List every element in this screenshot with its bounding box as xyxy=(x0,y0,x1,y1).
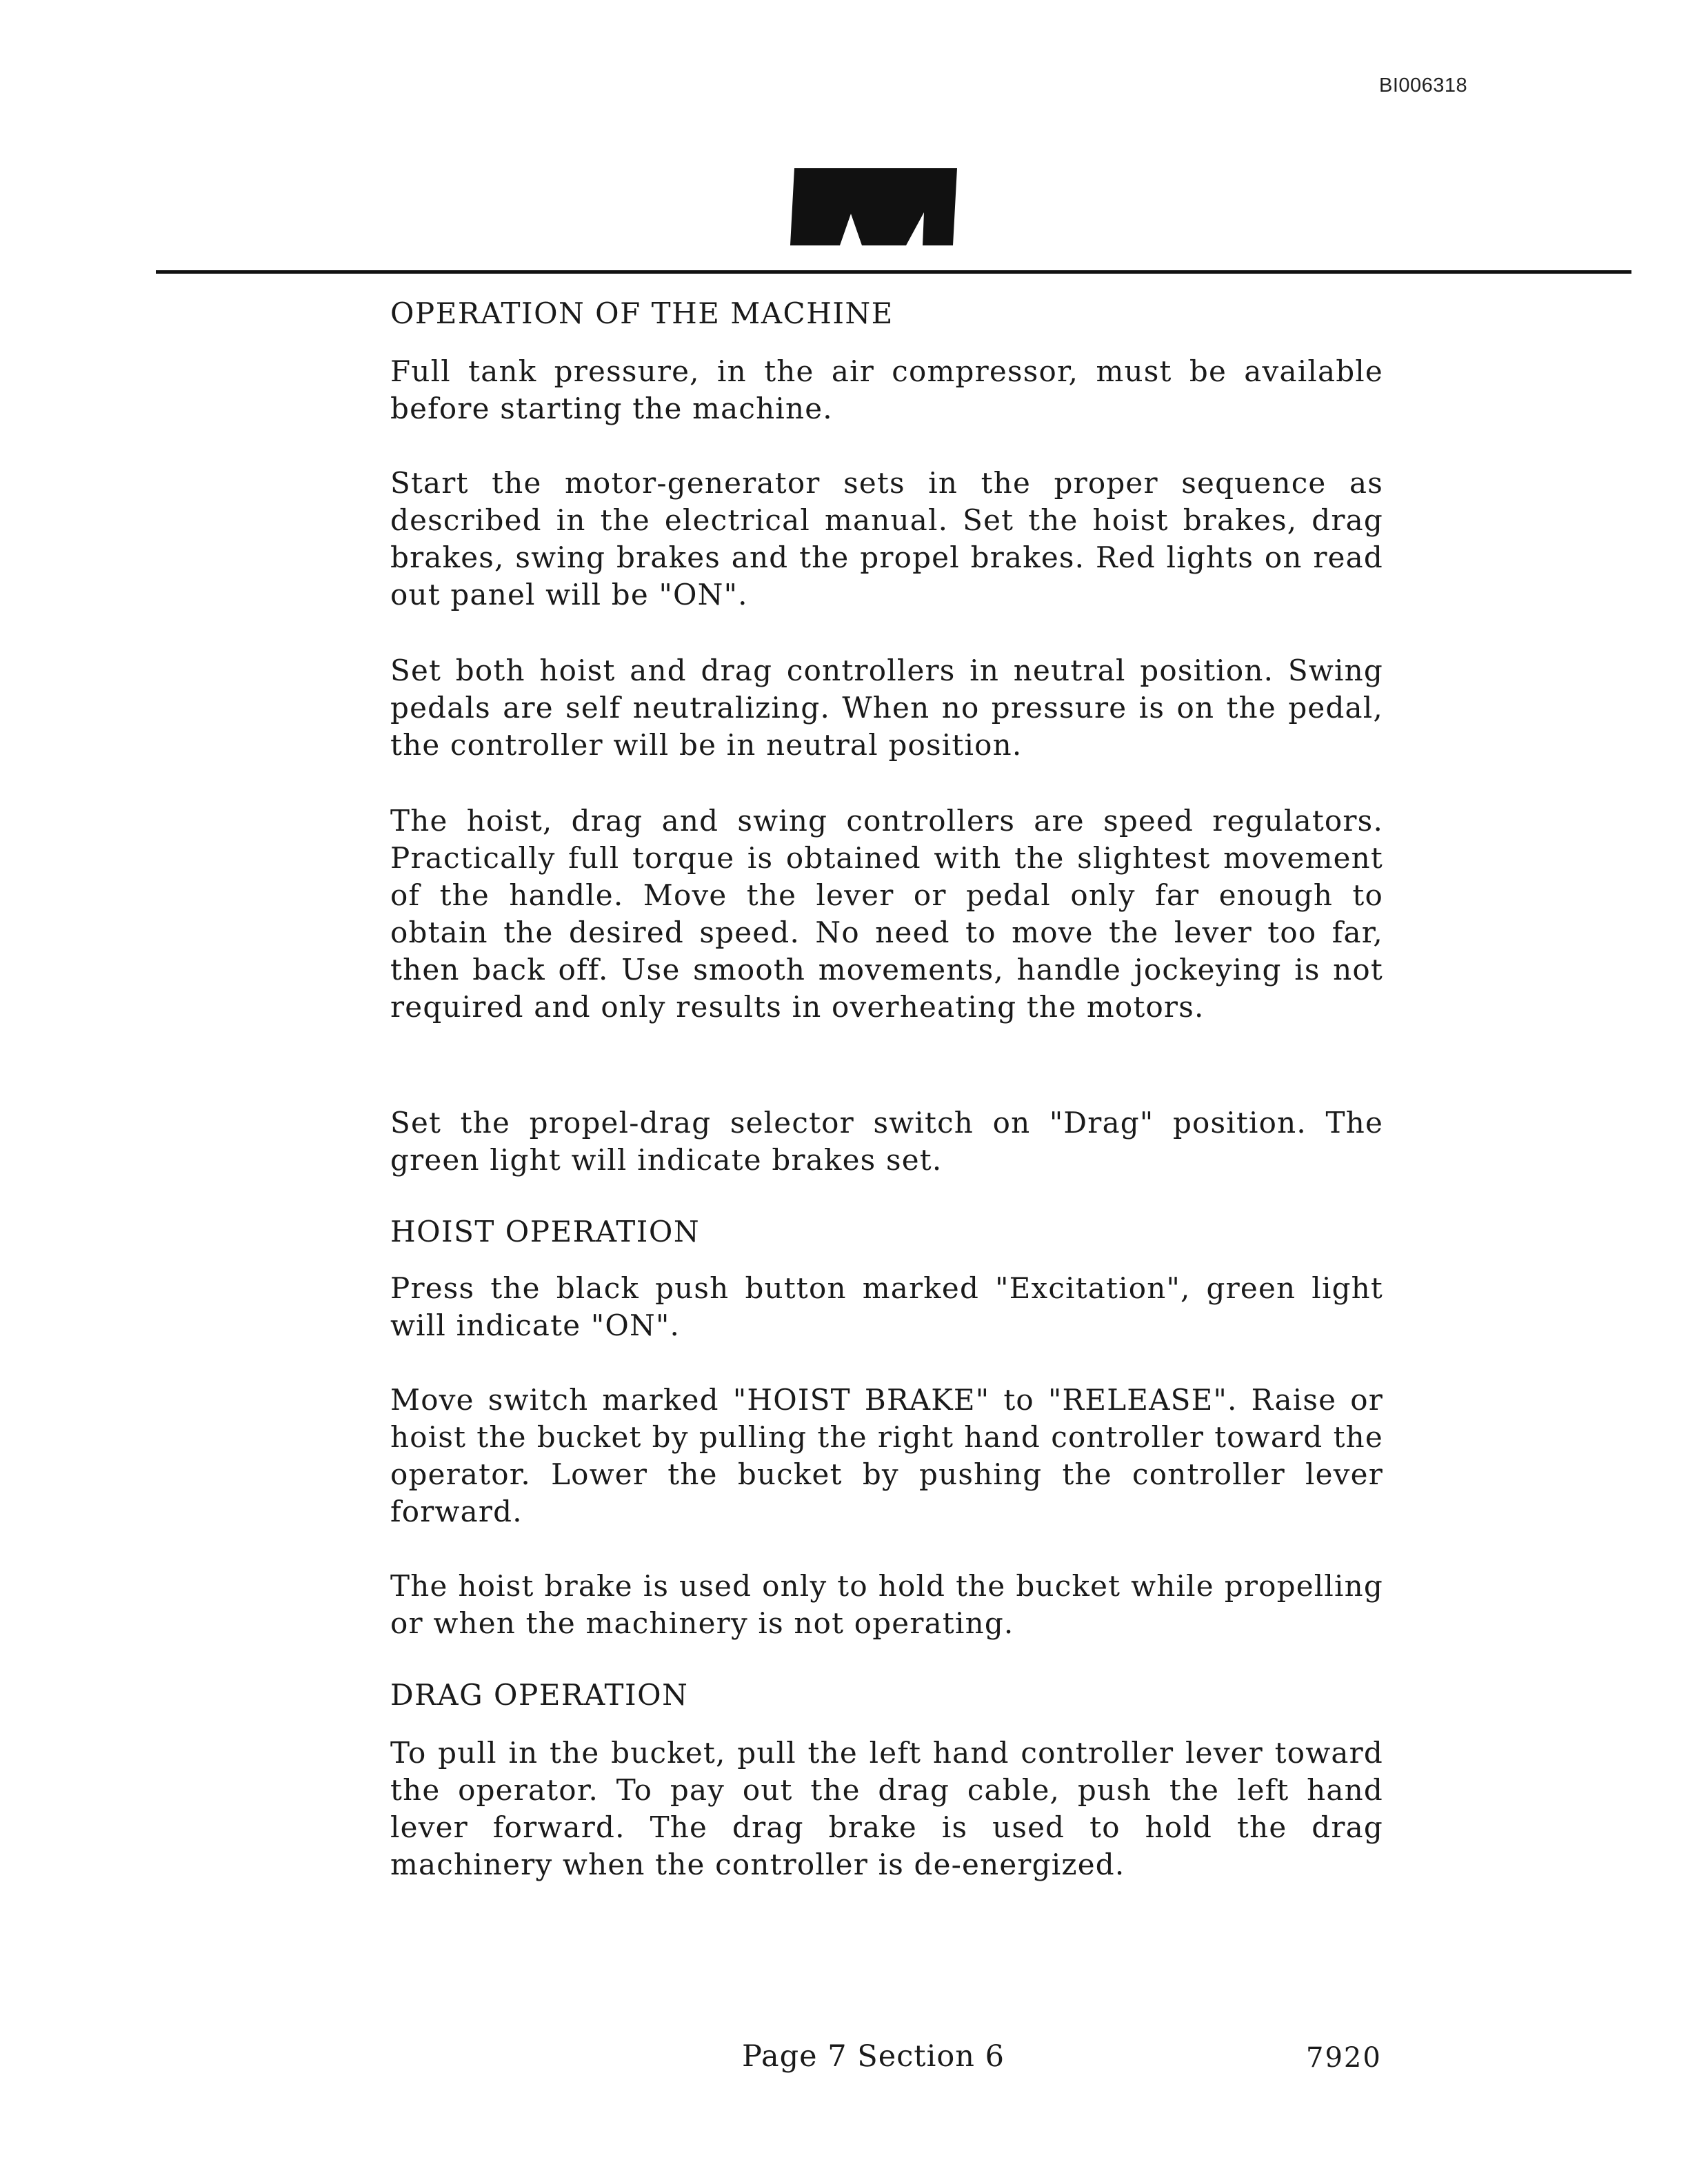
document-id: BI006318 xyxy=(1379,74,1468,97)
header-rule xyxy=(156,270,1631,274)
paragraph-excitation: Press the black push button marked "Excitation", green light will indicate "ON". xyxy=(390,1271,1383,1342)
paragraph-tank-pressure: Full tank pressure, in the air compressor, must be available before starting the machine. xyxy=(390,354,1383,425)
page-label: Page 7 Section 6 xyxy=(742,2039,1005,2074)
section-heading-operation: OPERATION OF THE MACHINE xyxy=(390,296,894,330)
paragraph-speed-regulators: The hoist, drag and swing controllers are speed regulators. Practically full torque is obtained with the slightest movement of the handle. Move the lever or pedal only far enough to obtain the desired speed. No need to move the lever too far, then back off. Use smooth movements, handle jockeying is not required and only results in overheating the motors. xyxy=(390,804,1383,1024)
paragraph-hoist-brake-release: Move switch marked "HOIST BRAKE" to "RELEASE". Raise or hoist the bucket by pulling the right hand controller toward the operator. Lower the bucket by pushing the controller lever forward. xyxy=(390,1383,1383,1528)
m-logo-icon xyxy=(790,165,961,247)
paragraph-propel-drag-selector: Set the propel-drag selector switch on "Drag" position. The green light will indicate brakes set. xyxy=(390,1106,1383,1177)
paragraph-drag-operation: To pull in the bucket, pull the left hand controller lever toward the operator. To pay out the drag cable, push the left hand lever forward. The drag brake is used to hold the drag machinery when the controller is de-energized. xyxy=(390,1736,1383,1881)
section-heading-drag: DRAG OPERATION xyxy=(390,1678,689,1712)
paragraph-hoist-brake-use: The hoist brake is used only to hold the bucket while propelling or when the machinery is not operating. xyxy=(390,1569,1383,1640)
paragraph-start-sequence: Start the motor-generator sets in the proper sequence as described in the electrical manual. Set the hoist brakes, drag brakes, swing brakes and the propel brakes. Red lights on read out panel will be "ON". xyxy=(390,466,1383,611)
document-number: 7920 xyxy=(1306,2042,1382,2074)
section-heading-hoist: HOIST OPERATION xyxy=(390,1215,701,1248)
paragraph-neutral-position: Set both hoist and drag controllers in neutral position. Swing pedals are self neutralizing. When no pressure is on the pedal, the controller will be in neutral position. xyxy=(390,654,1383,762)
